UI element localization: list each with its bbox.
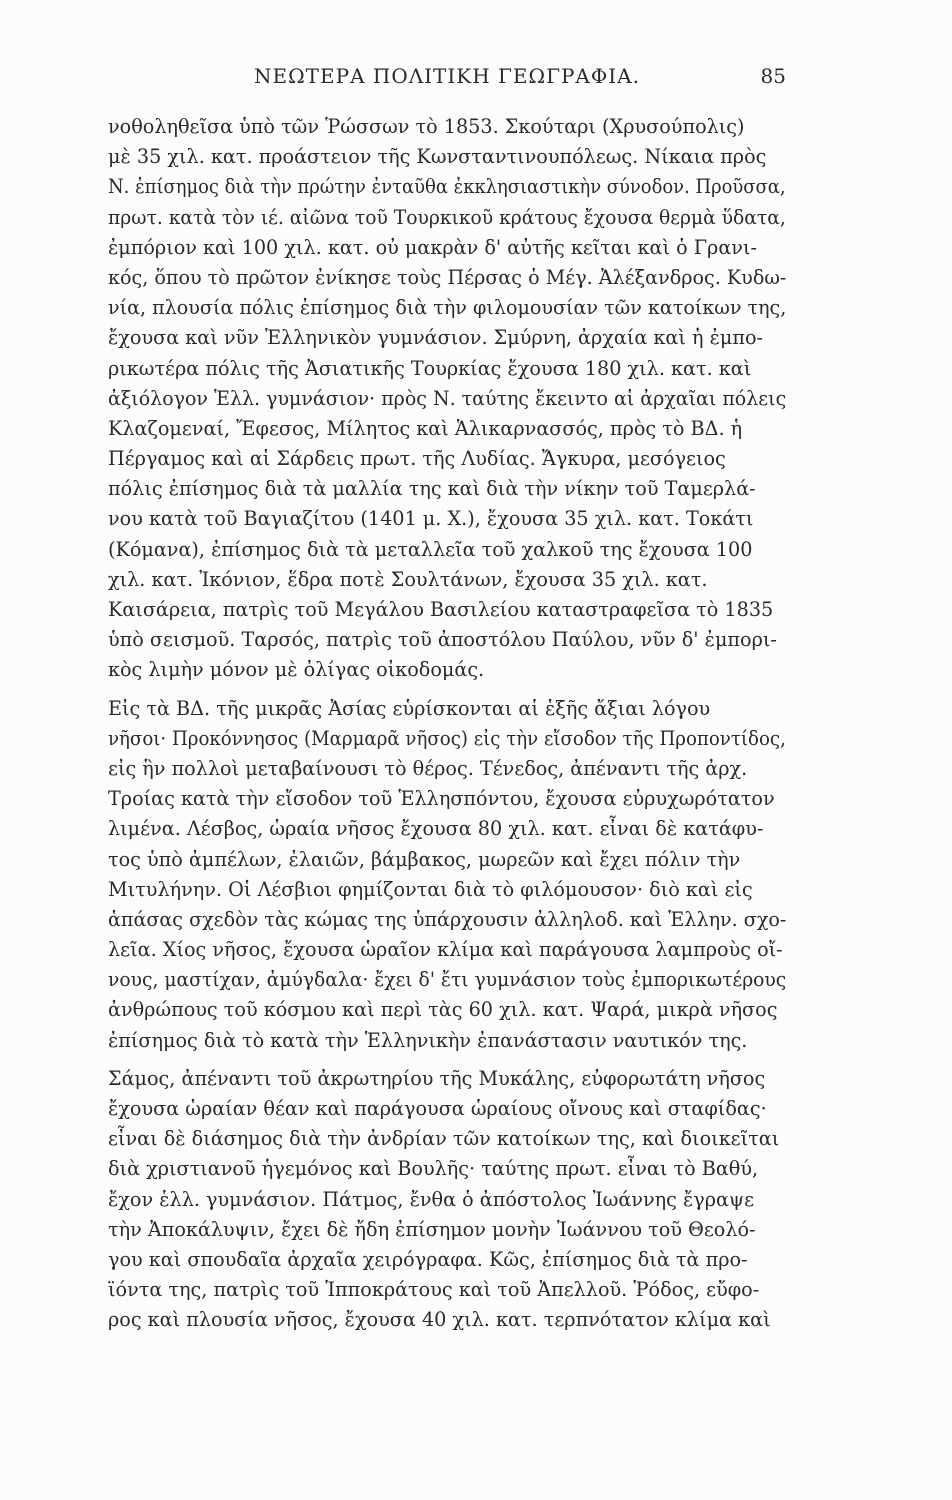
page-number: 85	[760, 64, 786, 88]
text-line: τὴν Ἀποκάλυψιν, ἔχει δὲ ἤδη ἐπίσημον μονὴν Ἰωάννου τοῦ Θεολό-	[108, 1217, 756, 1241]
text-line: νία, πλουσία πόλις ἐπίσημος διὰ τὴν φιλομουσίαν τῶν κατοίκων της,	[108, 296, 787, 320]
text-line: χιλ. κατ. Ἰκόνιον, ἕδρα ποτὲ Σουλτάνων, ἔχουσα 35 χιλ. κατ.	[108, 567, 708, 591]
page-header	[108, 64, 786, 98]
text-line: Κλαζομεναί, Ἔφεσος, Μίλητος καὶ Ἁλικαρνασσός, πρὸς τὸ ΒΔ. ἡ	[108, 416, 743, 440]
text-line: ἔχουσα καὶ νῦν Ἑλληνικὸν γυμνάσιον. Σμύρνη, ἀρχαία καὶ ἡ ἐμπο-	[108, 326, 763, 350]
text-line: ρος καὶ πλουσία νῆσος, ἔχουσα 40 χιλ. κατ. τερπνότατον κλίμα καὶ	[108, 1308, 771, 1332]
text-line: ἔχουσα ὡραίαν θέαν καὶ παράγουσα ὡραίους οἴνους καὶ σταφίδας·	[108, 1097, 767, 1120]
text-line: λιμένα. Λέσβος, ὡραία νῆσος ἔχουσα 80 χιλ. κατ. εἶναι δὲ κατάφυ-	[108, 817, 764, 841]
text-line: κός, ὅπου τὸ πρῶτον ἐνίκησε τοὺς Πέρσας ὁ Μέγ. Ἀλέξανδρος. Κυδω-	[108, 265, 787, 289]
text-line: (Κόμανα), ἐπίσημος διὰ τὰ μεταλλεῖα τοῦ χαλκοῦ της ἔχουσα 100	[108, 537, 753, 561]
text-line: ἁπάσας σχεδὸν τὰς κώμας της ὑπάρχουσιν ἀλληλοδ. καὶ Ἑλλην. σχο-	[108, 907, 787, 931]
text-line: νῆσοι· Προκόννησος (Μαρμαρᾶ νῆσος) εἰς τὴν εἴσοδον τῆς Προποντίδος,	[108, 726, 786, 750]
text-line: νους, μαστίχαν, ἀμύγδαλα· ἔχει δ' ἔτι γυμνάσιον τοὺς ἐμπορικωτέρους	[108, 968, 787, 992]
text-line: νοθοληθεῖσα ὑπὸ τῶν Ῥώσσων τὸ 1853. Σκούταρι (Χρυσούπολις)	[108, 115, 745, 138]
text-line: ἐπίσημος διὰ τὸ κατὰ τὴν Ἑλληνικὴν ἐπανάστασιν ναυτικόν της.	[108, 1028, 748, 1052]
text-line: ϊόντα της, πατρὶς τοῦ Ἱπποκράτους καὶ τοῦ Ἀπελλοῦ. Ῥόδος, εὔφο-	[108, 1278, 760, 1302]
text-line: μὲ 35 χιλ. κατ. προάστειον τῆς Κωνσταντινουπόλεως. Νίκαια πρὸς	[108, 145, 767, 169]
text-line: νου κατὰ τοῦ Βαγιαζίτου (1401 μ. Χ.), ἔχουσα 35 χιλ. κατ. Τοκάτι	[108, 507, 754, 531]
text-line: πόλις ἐπίσημος διὰ τὰ μαλλία της καὶ διὰ τὴν νίκην τοῦ Ταμερλά-	[108, 477, 756, 501]
text-line: ἀνθρώπους τοῦ κόσμου καὶ περὶ τὰς 60 χιλ. κατ. Ψαρά, μικρὰ νῆσος	[108, 998, 778, 1022]
paragraph-2	[108, 694, 786, 1056]
text-line: Ν. ἐπίσημος διὰ τὴν πρώτην ἐνταῦθα ἐκκλησιαστικὴν σύνοδον. Προῦσσα,	[108, 175, 786, 199]
text-line: Καισάρεια, πατρὶς τοῦ Μεγάλου Βασιλείου καταστραφεῖσα τὸ 1835	[108, 598, 774, 621]
body-text	[108, 112, 786, 1336]
running-title: ΝΕΩΤΕΡΑ ΠΟΛΙΤΙΚΗ ΓΕΩΓΡΑΦΙΑ.	[254, 64, 640, 88]
text-line: λεῖα. Χίος νῆσος, ἔχουσα ὡραῖον κλίμα καὶ παράγουσα λαμπροὺς οἴ-	[108, 938, 783, 962]
text-line: Σάμος, ἀπέναντι τοῦ ἀκρωτηρίου τῆς Μυκάλης, εὐφορωτάτη νῆσος	[108, 1066, 766, 1090]
text-line: Πέργαμος καὶ αἱ Σάρδεις πρωτ. τῆς Λυδίας. Ἄγκυρα, μεσόγειος	[108, 447, 726, 471]
text-line: Τροίας κατὰ τὴν εἴσοδον τοῦ Ἑλλησπόντου, ἔχουσα εὐρυχωρότατον	[108, 787, 775, 811]
text-line: διὰ χριστιανοῦ ἡγεμόνος καὶ Βουλῆς· ταύτης πρωτ. εἶναι τὸ Βαθύ,	[108, 1157, 759, 1181]
paragraph-3	[108, 1064, 786, 1336]
text-line: Μιτυλήνην. Οἱ Λέσβιοι φημίζονται διὰ τὸ φιλόμουσον· διὸ καὶ εἰς	[108, 877, 753, 901]
text-line: ὑπὸ σεισμοῦ. Ταρσός, πατρὶς τοῦ ἀποστόλου Παύλου, νῦν δ' ἐμπορι-	[108, 628, 777, 652]
paragraph-1	[108, 112, 786, 686]
text-line: ἀξιόλογον Ἑλλ. γυμνάσιον· πρὸς Ν. ταύτης ἔκειντο αἱ ἀρχαῖαι πόλεις	[108, 386, 787, 410]
text-line: Εἰς τὰ ΒΔ. τῆς μικρᾶς Ἀσίας εὑρίσκονται αἱ ἑξῆς ἄξιαι λόγου	[108, 696, 711, 720]
text-line: ρικωτέρα πόλις τῆς Ἀσιατικῆς Τουρκίας ἔχουσα 180 χιλ. κατ. καὶ	[108, 356, 752, 380]
text-line: ἔχον ἑλλ. γυμνάσιον. Πάτμος, ἔνθα ὁ ἀπόστολος Ἰωάννης ἔγραψε	[108, 1187, 755, 1211]
text-line: γου καὶ σπουδαῖα ἀρχαῖα χειρόγραφα. Κῶς, ἐπίσημος διὰ τὰ προ-	[108, 1247, 748, 1271]
text-line: εἶναι δὲ διάσημος διὰ τὴν ἀνδρίαν τῶν κατοίκων της, καὶ διοικεῖται	[108, 1127, 780, 1151]
text-line: κὸς λιμὴν μόνον μὲ ὀλίγας οἰκοδομάς.	[108, 658, 485, 682]
text-line: τος ὑπὸ ἀμπέλων, ἐλαιῶν, βάμβακος, μωρεῶν καὶ ἔχει πόλιν τὴν	[108, 847, 741, 871]
text-line: πρωτ. κατὰ τὸν ιέ. αἰῶνα τοῦ Τουρκικοῦ κράτους ἔχουσα θερμὰ ὕδατα,	[108, 205, 786, 229]
text-line: εἰς ἣν πολλοὶ μεταβαίνουσι τὸ θέρος. Τένεδος, ἀπέναντι τῆς ἀρχ.	[108, 756, 748, 780]
text-line: ἐμπόριον καὶ 100 χιλ. κατ. οὐ μακρὰν δ' αὐτῆς κεῖται καὶ ὁ Γρανι-	[108, 235, 757, 259]
